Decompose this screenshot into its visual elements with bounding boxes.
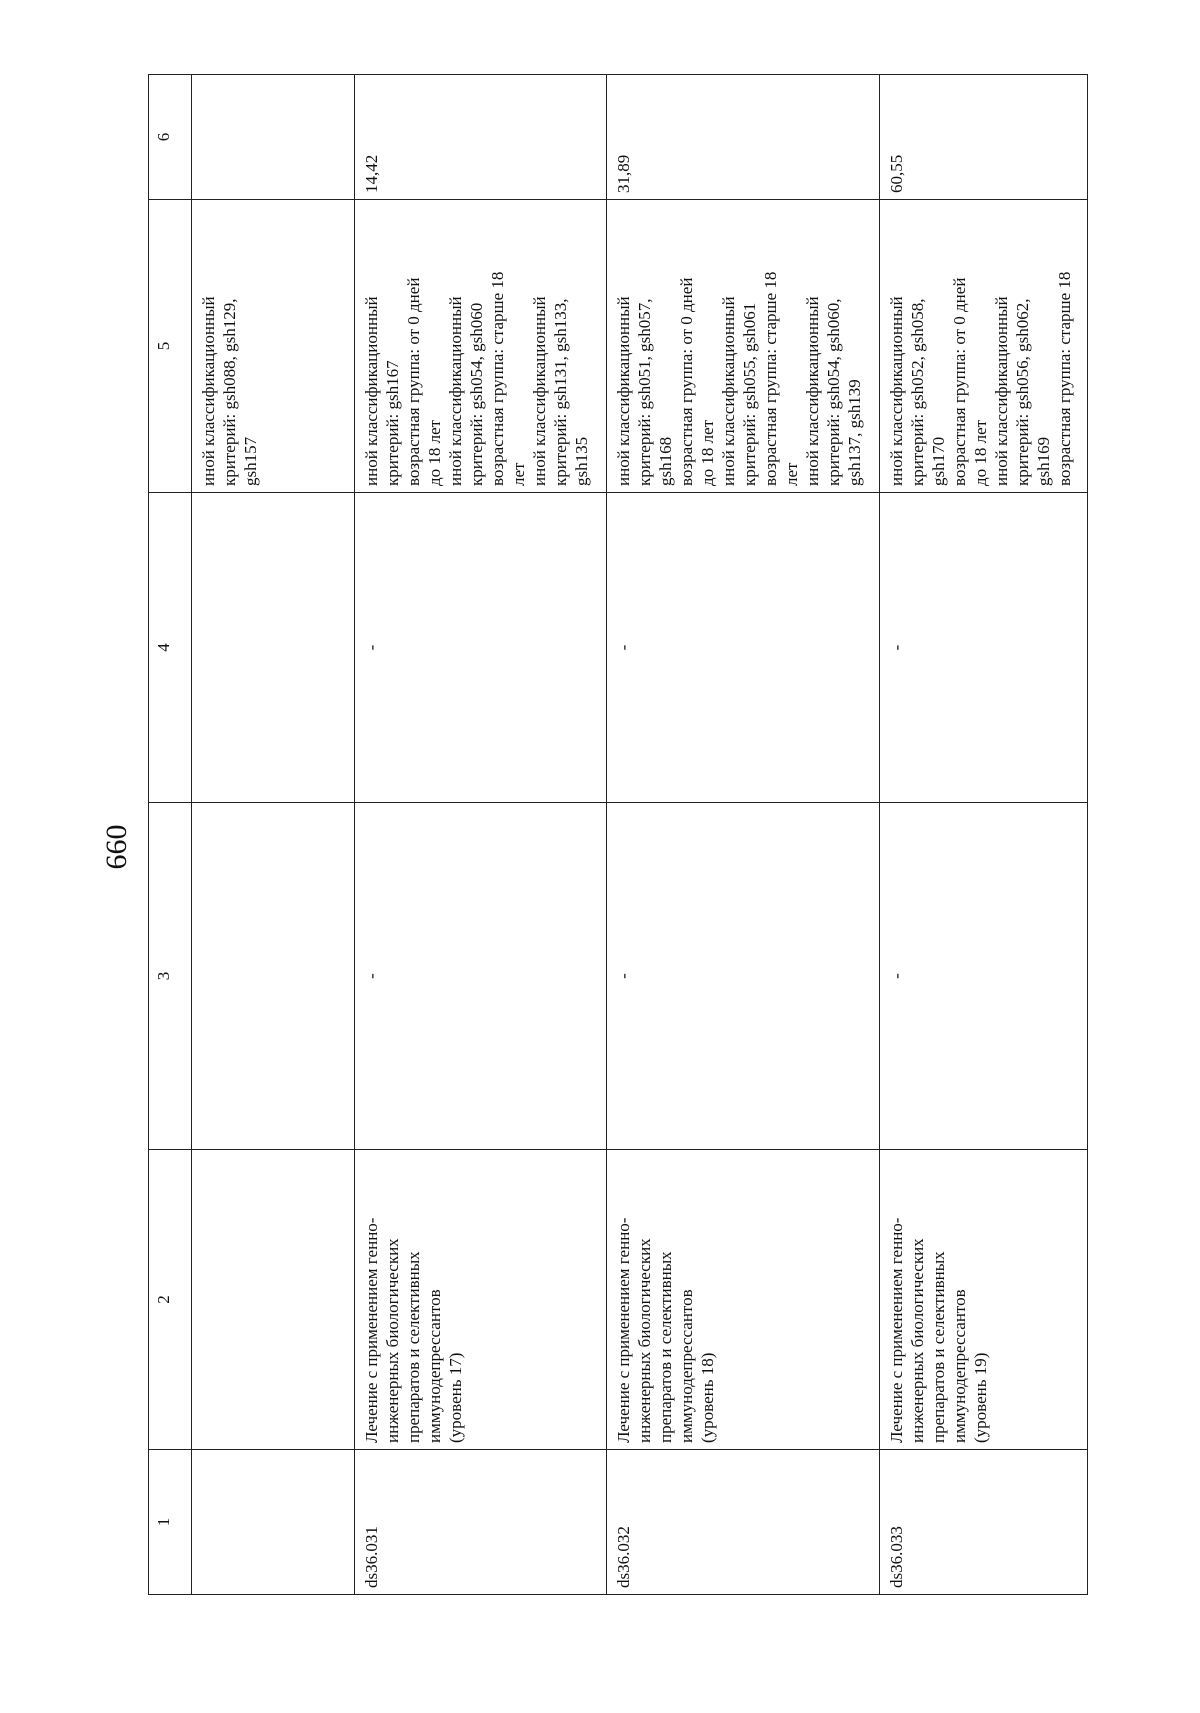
name-line: (уровень 18) xyxy=(697,1352,717,1443)
table-row xyxy=(606,75,879,1595)
col4-cell xyxy=(192,493,355,803)
name-cell xyxy=(355,1150,607,1450)
row-code: ds36.032 xyxy=(613,1526,633,1588)
criteria-line: до 18 лет xyxy=(425,419,444,486)
criteria-cell xyxy=(192,200,355,493)
code-cell xyxy=(606,1450,879,1595)
code-cell xyxy=(355,1450,607,1595)
col4-cell xyxy=(606,493,879,803)
name-line: инженерных биологических xyxy=(383,1238,402,1443)
criteria-line: критерий: gsh055, gsh061 xyxy=(739,302,759,486)
coefficient-value: 14,42 xyxy=(362,154,381,193)
column-header: 2 xyxy=(149,1150,192,1450)
col3-cell xyxy=(606,803,879,1150)
name-cell xyxy=(192,1150,355,1450)
criteria-line: до 18 лет xyxy=(697,419,717,486)
criteria-line: критерий: gsh051, gsh057, xyxy=(634,298,654,486)
coefficient-cell xyxy=(879,75,1087,200)
column-header: 5 xyxy=(149,200,192,493)
page-number: 660 xyxy=(100,824,133,870)
criteria-line: возрастная группа: старше 18 xyxy=(1054,271,1074,486)
criteria-line: gsh169 xyxy=(1033,436,1053,486)
column-header: 6 xyxy=(149,75,192,200)
criteria-cell xyxy=(355,200,607,493)
criteria-line: возрастная группа: старше 18 xyxy=(760,271,780,486)
tariff-table xyxy=(148,74,1088,1595)
name-line: инженерных биологических xyxy=(907,1238,927,1443)
criteria-line: критерий: gsh056, gsh062, xyxy=(1012,298,1032,486)
row-code: ds36.031 xyxy=(362,1526,381,1588)
criteria-line: иной классификационный xyxy=(199,296,218,486)
code-cell xyxy=(192,1450,355,1595)
column-header: 3 xyxy=(149,803,192,1150)
column-number-row xyxy=(149,75,192,1595)
name-line: (уровень 17) xyxy=(446,1352,465,1443)
criteria-line: gsh157 xyxy=(241,436,260,486)
column-header: 4 xyxy=(149,493,192,803)
col3-cell xyxy=(879,803,1087,1150)
table-row xyxy=(355,75,607,1595)
col4-cell xyxy=(879,493,1087,803)
rotated-table-frame xyxy=(148,75,1088,1595)
coefficient-value: 31,89 xyxy=(613,154,633,193)
name-line: препаратов и селективных xyxy=(655,1251,675,1443)
name-cell xyxy=(879,1150,1087,1450)
name-line: Лечение с применением генно- xyxy=(613,1217,633,1443)
criteria-line: лет xyxy=(509,462,528,486)
criteria-line: gsh170 xyxy=(928,436,948,486)
col3-cell xyxy=(192,803,355,1150)
criteria-line: критерий: gsh167 xyxy=(383,360,402,486)
criteria-line: критерий: gsh052, gsh058, xyxy=(907,298,927,486)
name-line: инженерных биологических xyxy=(634,1238,654,1443)
criteria-line: критерий: gsh131, gsh133, xyxy=(551,298,570,486)
criteria-line: до 18 лет xyxy=(970,419,990,486)
criteria-line: gsh168 xyxy=(655,436,675,486)
col3-value: - xyxy=(886,973,906,979)
col4-value: - xyxy=(362,644,381,651)
criteria-line: возрастная группа: от 0 дней xyxy=(676,277,696,486)
col3-cell xyxy=(355,803,607,1150)
column-header: 1 xyxy=(149,1450,192,1595)
table-wrapper xyxy=(148,75,1088,1595)
criteria-line: возрастная группа: от 0 дней xyxy=(949,277,969,486)
code-cell xyxy=(879,1450,1087,1595)
criteria-line: иной классификационный xyxy=(530,296,549,486)
criteria-line: лет xyxy=(781,462,801,486)
coefficient-value: 60,55 xyxy=(886,154,906,193)
criteria-line: критерий: gsh054, gsh060 xyxy=(467,302,486,486)
col4-value: - xyxy=(886,644,906,651)
criteria-line: возрастная группа: от 0 дней xyxy=(404,277,423,486)
criteria-line: иной классификационный xyxy=(718,296,738,486)
criteria-line: иной классификационный xyxy=(991,296,1011,486)
name-line: препаратов и селективных xyxy=(404,1251,423,1443)
criteria-line: gsh135 xyxy=(572,436,591,486)
criteria-line: возрастная группа: старше 18 xyxy=(488,271,507,486)
criteria-line: gsh137, gsh139 xyxy=(844,379,864,486)
name-line: Лечение с применением генно- xyxy=(886,1217,906,1443)
name-line: препаратов и селективных xyxy=(928,1251,948,1443)
name-line: иммунодепрессантов xyxy=(676,1289,696,1443)
coefficient-cell xyxy=(606,75,879,200)
coefficient-cell xyxy=(355,75,607,200)
coefficient-cell xyxy=(192,75,355,200)
col3-value: - xyxy=(362,973,381,979)
criteria-line: иной классификационный xyxy=(802,296,822,486)
col4-value: - xyxy=(613,644,633,651)
name-cell xyxy=(606,1150,879,1450)
criteria-cell xyxy=(879,200,1087,493)
name-line: (уровень 19) xyxy=(970,1352,990,1443)
name-line: Лечение с применением генно- xyxy=(362,1217,381,1443)
criteria-line: иной классификационный xyxy=(613,296,633,486)
table-row xyxy=(879,75,1087,1595)
continuation-row xyxy=(192,75,355,1595)
name-line: иммунодепрессантов xyxy=(425,1289,444,1443)
col3-value: - xyxy=(613,973,633,979)
criteria-line: критерий: gsh054, gsh060, xyxy=(823,298,843,486)
name-line: иммунодепрессантов xyxy=(949,1289,969,1443)
row-code: ds36.033 xyxy=(886,1526,906,1588)
criteria-cell xyxy=(606,200,879,493)
criteria-line: иной классификационный xyxy=(446,296,465,486)
criteria-line: иной классификационный xyxy=(362,296,381,486)
criteria-line: критерий: gsh088, gsh129, xyxy=(220,298,239,486)
criteria-line: иной классификационный xyxy=(886,296,906,486)
col4-cell xyxy=(355,493,607,803)
